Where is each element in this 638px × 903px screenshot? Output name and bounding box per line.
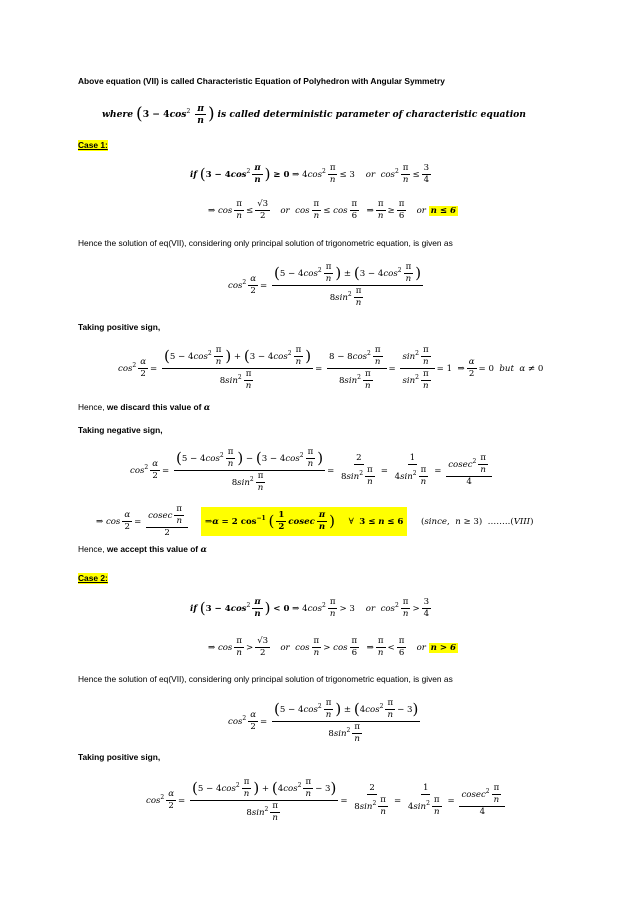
eq-positive-2: $\cos^2$ $\frac{\alpha}{2}$ = ($5 - 4\cos^2$ $\frac{\pi}{n}$ ) + ($4\cos^2$ $\frac{\pi}{n}$ − 3) $8\sin^2$ $\frac{\pi}{n}$ = 2 $8\sin^2$ $\frac{\pi}{n}$ = 1 $4\sin^2$ $\frac{\pi}{n}$ = cosec$^2$ $\frac{\pi}{n}$ 4 [146,777,507,824]
alpha-symbol-2: α [200,544,207,554]
case1-condition: if ($3 - 4\cos^2$ $\frac{\pi}{n}$ ) ≥ 0 ⇒ $4\cos^2$ $\frac{\pi}{n}$ ≤ 3 or $\cos^2$ $\frac{\pi}{n}$ ≤ $\frac{3}{4}$ [190,163,430,185]
accept-prefix: Hence, [78,544,105,554]
positive-label-1: Taking positive sign, [78,322,161,332]
intro-text: Above equation (VII) is called Characteristic Equation of Polyhedron with Angular Symmetry [78,76,445,86]
hence-solution-2: Hence the solution of eq(VII), considering only principal solution of trigonometric equation, is given as [78,674,453,684]
case2-label: Case 2: [78,573,108,583]
where-word: where [102,109,134,120]
eq-general-1: $\cos^2$ $\frac{\alpha}{2}$ = ($5 - 4\cos^2$ $\frac{\pi}{n}$ ) ± ($3 - 4\cos^2$ $\frac{\pi}{n}$ ) $8\sin^2$ $\frac{\pi}{n}$ [228,262,422,308]
positive-label-2: Taking positive sign, [78,752,161,762]
negative-label: Taking negative sign, [78,425,163,435]
where-rest: is called deterministic parameter of characteristic equation [217,109,526,120]
accept-bold: we accept this value of [106,544,199,554]
accept-line [78,544,207,555]
case1-label: Case 1: [78,140,108,150]
eq-negative: $\cos^2$ $\frac{\alpha}{2}$ = ($5 - 4\cos^2$ $\frac{\pi}{n}$ ) − ($3 - 4\cos^2$ $\frac{\pi}{n}$ ) $8\sin^2$ $\frac{\pi}{n}$ = 2 $8\sin^2$ $\frac{\pi}{n}$ = 1 $4\sin^2$ $\frac{\pi}{n}$ = cosec$^2$ $\frac{\pi}{n}$ 4 [130,447,494,494]
discard-bold: we discard this value of [106,402,202,412]
case1-implication: ⇒ cos $\frac{\pi}{n}$ ≤ $\frac{√3}{2}$ or cos $\frac{\pi}{n}$ ≤ cos $\frac{\pi}{6}$ ⇒ $\frac{\pi}{n}$ ≥ $\frac{\pi}{6}$ or n ≤ 6 [208,199,457,221]
case2-implication: ⇒ cos $\frac{\pi}{n}$ > $\frac{√3}{2}$ or cos $\frac{\pi}{n}$ > cos $\frac{\pi}{6}$ ⇒ $\frac{\pi}{n}$ < $\frac{\pi}{6}$ or n > 6 [208,636,457,658]
eq-general-2: $\cos^2$ $\frac{\alpha}{2}$ = ($5 - 4\cos^2$ $\frac{\pi}{n}$ ) ± ($4\cos^2$ $\frac{\pi}{n}$ − 3) $8\sin^2$ $\frac{\pi}{n}$ [228,698,419,744]
highlighted-result: ⇒α = 2 $\cos^{-1}$ ( $\frac{1}{2}$ cosec $\frac{\pi}{n}$ ) ∀ 3 ≤ n ≤ 6 [201,507,407,536]
alpha-symbol: α [203,402,211,412]
discard-prefix: Hence, [78,402,105,412]
eq-result: ⇒ cos $\frac{\alpha}{2}$ = cosec $\frac{\pi}{n}$ 2 ⇒α = 2 $\cos^{-1}$ ( $\frac{1}{2}$ cosec $\frac{\pi}{n}$ ) ∀ 3 ≤ n ≤ 6 (since, n ≥ 3) ……..(VIII) [96,504,534,538]
where-line: where ($3 - 4\cos^2$ $\frac{\pi}{n}$ ) is called deterministic parameter of characteristic equation [102,103,526,126]
discard-line [78,402,210,413]
hence-solution-1: Hence the solution of eq(VII), considering only principal solution of trigonometric equation, is given as [78,238,453,248]
eq-positive-1: $\cos^2$ $\frac{\alpha}{2}$ = ($5 - 4\cos^2$ $\frac{\pi}{n}$ ) + ($3 - 4\cos^2$ $\frac{\pi}{n}$ ) $8\sin^2$ $\frac{\pi}{n}$ = $8 - 8\cos^2$ $\frac{\pi}{n}$ $8\sin^2$ $\frac{\pi}{n}$ = $\sin^2$ $\frac{\pi}{n}$ $\sin^2$ $\frac{\pi}{n}$ = 1 ⇒ $\frac{\alpha}{2}$ = 0 but α ≠ 0 [118,345,544,391]
case2-condition: if ($3 - 4\cos^2$ $\frac{\pi}{n}$ ) < 0 ⇒ $4\cos^2$ $\frac{\pi}{n}$ > 3 or $\cos^2$ $\frac{\pi}{n}$ > $\frac{3}{4}$ [190,597,430,619]
